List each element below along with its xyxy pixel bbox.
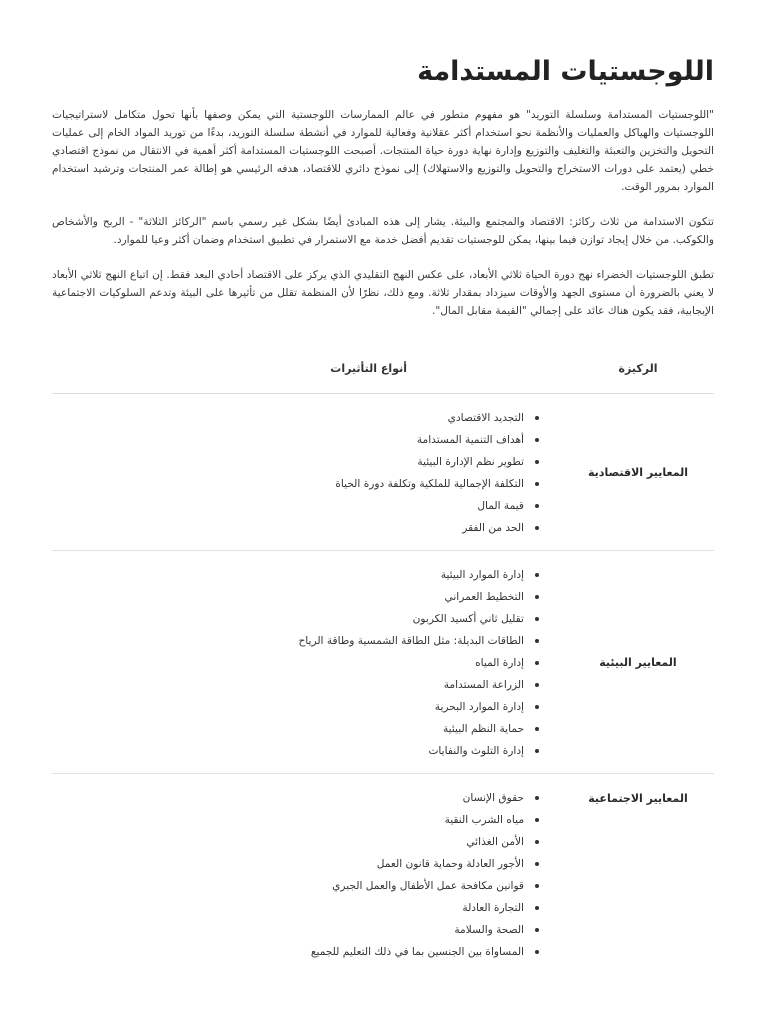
impact-text: تطوير نظم الإدارة البيئية	[417, 456, 524, 468]
list-item	[52, 630, 524, 652]
bullet-icon	[535, 796, 539, 800]
bullet-icon	[535, 482, 539, 486]
impacts-social-cell	[52, 774, 562, 975]
page-title: اللوجستيات المستدامة	[417, 56, 714, 87]
table-header-row	[52, 343, 714, 394]
list-item	[52, 564, 524, 586]
list-item	[52, 853, 524, 875]
impact-text: الأجور العادلة وحماية قانون العمل	[376, 858, 524, 870]
impact-text: قيمة المال	[477, 500, 524, 512]
list-item	[52, 586, 524, 608]
impacts-environmental-cell	[52, 551, 562, 774]
impacts-social-list	[52, 787, 562, 963]
list-item	[52, 495, 524, 517]
impacts-environmental-list	[52, 564, 562, 762]
impact-text: أهداف التنمية المستدامة	[416, 434, 524, 446]
list-item	[52, 941, 524, 963]
bullet-icon	[535, 526, 539, 530]
table-row-environmental	[52, 551, 714, 774]
table-row-economic	[52, 394, 714, 551]
bullet-icon	[535, 862, 539, 866]
bullet-icon	[535, 906, 539, 910]
impact-text: تقليل ثاني أكسيد الكربون	[412, 613, 524, 625]
list-item	[52, 875, 524, 897]
list-item	[52, 919, 524, 941]
bullet-icon	[535, 617, 539, 621]
bullet-icon	[535, 460, 539, 464]
bullet-icon	[535, 661, 539, 665]
table-row-social	[52, 774, 714, 975]
impact-text: حماية النظم البيئية	[442, 723, 524, 735]
sustainability-criteria-table	[52, 343, 714, 974]
impact-text: حقوق الإنسان	[462, 792, 524, 804]
bullet-icon	[535, 840, 539, 844]
impact-text: التكلفة الإجمالية للملكية وتكلفة دورة الحياة	[335, 478, 524, 490]
bullet-icon	[535, 705, 539, 709]
bullet-icon	[535, 818, 539, 822]
bullet-icon	[535, 504, 539, 508]
impact-text: الزراعة المستدامة	[443, 679, 524, 691]
list-item	[52, 407, 524, 429]
pillar-social: المعايير الاجتماعية	[588, 792, 688, 805]
intro-paragraphs	[52, 106, 714, 320]
impacts-economic-cell	[52, 394, 562, 551]
bullet-icon	[535, 573, 539, 577]
impact-text: التجديد الاقتصادي	[447, 412, 524, 424]
bullet-icon	[535, 928, 539, 932]
impact-text: التخطيط العمراني	[444, 591, 524, 603]
bullet-icon	[535, 884, 539, 888]
bullet-icon	[535, 595, 539, 599]
paragraph-definition: "اللوجستيات المستدامة وسلسلة التوريد" هو مفهوم متطور في عالم الممارسات اللوجستية التي يمكن وصفها بأنها تحول متكامل لاستراتيجيات اللوجستيات والهياكل والعمليات والأنظمة نحو استخدام أكثر عقلانية وفعالية للموارد في أنشطة سلسلة التوريد، بدءًا من توريد المواد الخام إلى عمليات التحويل والتخزين والتعبئة والتغليف والتوزيع وإدارة نهاية دورة حياة المنتجات. أصبحت اللوجستيات المستدامة أكثر أهمية في الانتقال من نموذج اقتصادي خطي (يعتمد على دورات الاستخراج والتحويل والتوزيع والاستهلاك) إلى نموذج دائري للاقتصاد، هدفه الرئيسي هو إطالة عمر المنتجات وترشيد استخدام الموارد بمرور الوقت.	[52, 109, 714, 193]
list-item	[52, 429, 524, 451]
list-item	[52, 831, 524, 853]
bullet-icon	[535, 950, 539, 954]
list-item	[52, 652, 524, 674]
list-item	[52, 897, 524, 919]
list-item	[52, 517, 524, 539]
impact-text: إدارة الموارد البحرية	[434, 701, 524, 713]
impact-text: الصحة والسلامة	[454, 924, 524, 936]
list-item	[52, 718, 524, 740]
list-item	[52, 809, 524, 831]
list-item	[52, 696, 524, 718]
list-item	[52, 787, 524, 809]
impact-text: الأمن الغذائي	[466, 836, 524, 848]
list-item	[52, 740, 524, 762]
impact-text: المساواة بين الجنسين بما في ذلك التعليم للجميع	[310, 946, 524, 958]
bullet-icon	[535, 727, 539, 731]
impact-text: إدارة المياه	[475, 657, 524, 669]
paragraph-lifecycle: تطبق اللوجستيات الخضراء نهج دورة الحياة ثلاثي الأبعاد، على عكس النهج التقليدي الذي يركز على الاقتصاد أحادي البعد فقط. إن اتباع النهج ثلاثي الأبعاد لا يعني بالضرورة أن مستوى الجهد والأوقات سيزداد بمقدار ثلاثة. ومع ذلك، نظرًا لأن المنظمة تقلل من تأثيرها على البيئة وتدعم السلوكيات الاجتماعية الإيجابية، فقد يكون هناك عائد على إجمالي "القيمة مقابل المال".	[52, 269, 714, 317]
impact-text: إدارة الموارد البيئية	[440, 569, 524, 581]
paragraph-pillars: تتكون الاستدامة من ثلاث ركائز: الاقتصاد والمجتمع والبيئة. يشار إلى هذه المبادئ أيضًا بشكل غير رسمي باسم "الركائز الثلاثة" - الربح والأشخاص والكوكب. من خلال إيجاد توازن فيما بينها، يمكن للوجستيات تقديم أفضل خدمة مع الاستمرار في تطبيق استخدام وضمان أكثر وعيا للموارد.	[52, 216, 714, 246]
bullet-icon	[535, 683, 539, 687]
impacts-economic-list	[52, 407, 562, 539]
impact-text: الطاقات البديلة: مثل الطاقة الشمسية وطاقة الرياح	[298, 635, 524, 647]
bullet-icon	[535, 749, 539, 753]
impact-text: الحد من الفقر	[462, 522, 524, 534]
header-impacts: أنواع التأثيرات	[52, 343, 562, 394]
bullet-icon	[535, 438, 539, 442]
impact-text: إدارة التلوث والنفايات	[428, 745, 524, 757]
bullet-icon	[535, 416, 539, 420]
list-item	[52, 608, 524, 630]
impact-text: مياه الشرب النقية	[444, 814, 524, 826]
header-pillar: الركيزة	[562, 343, 714, 394]
impact-text: قوانين مكافحة عمل الأطفال والعمل الجبري	[332, 880, 524, 892]
impact-text: التجارة العادلة	[462, 902, 524, 914]
pillar-environmental: المعايير البيئية	[562, 551, 714, 774]
bullet-icon	[535, 639, 539, 643]
list-item	[52, 674, 524, 696]
list-item	[52, 451, 524, 473]
pillar-economic: المعايير الاقتصادية	[562, 394, 714, 551]
list-item	[52, 473, 524, 495]
